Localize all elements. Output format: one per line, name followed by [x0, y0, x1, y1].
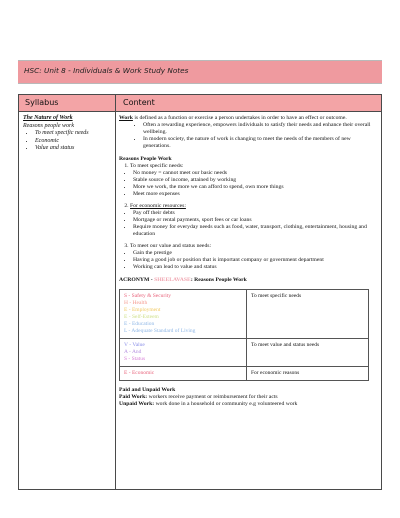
- table-row: [120, 367, 369, 381]
- acronym-cell: [120, 367, 247, 381]
- list-item: • Often a rewarding experience, empowers individuals to satisfy their needs and enhance their overall wellbeing.: [143, 122, 377, 136]
- reason-2: [119, 203, 377, 210]
- list-item: • Having a good job or position that is important company or government department: [133, 257, 377, 264]
- work-definition: [119, 115, 377, 122]
- list-item: • No money = cannot meet our basic needs: [133, 170, 377, 177]
- paid-text: workers receive payment or reimbursement for their acts: [147, 394, 278, 400]
- economic-heading: 2. For economic resources:: [130, 203, 377, 210]
- list-item: • Gain the prestige: [133, 250, 377, 257]
- paid-heading: Paid and Unpaid Work: [119, 387, 176, 393]
- col-content-header: Content: [123, 98, 155, 107]
- syllabus-item: • To meet specific needs: [35, 130, 111, 138]
- work-definition-text: is defined as a function or exercise a person undertakes in order to have an effect or outcome.: [132, 115, 347, 121]
- table-header: [19, 95, 381, 112]
- list-item: • Meet more expenses: [133, 191, 377, 198]
- paid-label: Paid Work:: [119, 394, 148, 400]
- unpaid-line: [119, 401, 377, 408]
- list-item: • More we work, the more we can afford to spend, own more things: [133, 184, 377, 191]
- acronym-item: E - Economic: [124, 370, 155, 376]
- unpaid-text: work done in a household or community e.g volunteered work: [154, 401, 298, 407]
- syllabus-item: • Value and status: [35, 145, 111, 153]
- reason-cell: To meet specific needs: [247, 290, 369, 339]
- page-title: HSC: Unit 8 - Individuals & Work Study Notes: [24, 66, 189, 75]
- acronym-line: [119, 277, 377, 284]
- acronym-item: L - Adequate Standard of Living: [124, 328, 196, 334]
- paid-line: [119, 394, 377, 401]
- column-divider: [115, 95, 116, 489]
- list-item: • Working can lead to value and status: [133, 264, 377, 271]
- list-item: • In modern society, the nature of work is changing to meet the needs of the members of new generations.: [143, 136, 377, 150]
- economic-points: [119, 210, 377, 238]
- table-row: [120, 290, 369, 339]
- table-row: [120, 339, 369, 367]
- acronym-item: V - Value: [124, 342, 145, 348]
- list-item: • Stable source of income, attained by working: [133, 177, 377, 184]
- acronym-label: ACRONYM -: [119, 277, 155, 283]
- value-points: [119, 250, 377, 271]
- acronym-item: E - Employment: [124, 307, 161, 313]
- content-column: [119, 115, 377, 408]
- syllabus-list: [23, 130, 111, 153]
- acronym-cell: [120, 339, 247, 367]
- syllabus-sub: Reasons people work: [23, 122, 74, 129]
- reason-3: [119, 243, 377, 250]
- title-band: [18, 60, 382, 84]
- list-item: • Require money for everyday needs such as food, water, transport, clothing, entertainment, housing and education: [133, 224, 377, 238]
- list-item: • Pay off their debts: [133, 210, 377, 217]
- acronym-item: S - Status: [124, 356, 146, 362]
- needs-heading: 1. To meet specific needs:: [130, 163, 377, 170]
- acronym-cell: [120, 290, 247, 339]
- reason-1: [119, 163, 377, 170]
- syllabus-heading: The Nature of Work: [23, 115, 73, 121]
- acronym-word: SHEELAVASE: [154, 277, 191, 283]
- value-heading: 3. To meet our value and status needs:: [130, 243, 377, 250]
- reason-cell: To meet value and status needs: [247, 339, 369, 367]
- acronym-item: A - And: [124, 349, 142, 355]
- col-syllabus-header: Syllabus: [25, 98, 59, 107]
- acronym-item: E - Education: [124, 321, 155, 327]
- work-term: Work: [119, 115, 133, 121]
- acronym-item: E - Self-Esteem: [124, 314, 159, 320]
- unpaid-label: Unpaid Work:: [119, 401, 155, 407]
- reason-cell: For economic reasons: [247, 367, 369, 381]
- work-points: [119, 122, 377, 150]
- acronym-item: S - Safety & Security: [124, 293, 172, 299]
- syllabus-column: [23, 115, 111, 153]
- reasons-heading: Reasons People Work: [119, 156, 172, 162]
- acronym-rest: : Reasons People Work: [190, 277, 247, 283]
- list-item: • Mortgage or rental payments, sport fees or car loans: [133, 217, 377, 224]
- notes-table: [18, 94, 382, 490]
- acronym-table: [119, 289, 369, 381]
- syllabus-item: • Economic: [35, 138, 111, 146]
- acronym-item: H - Health: [124, 300, 148, 306]
- needs-points: [119, 170, 377, 198]
